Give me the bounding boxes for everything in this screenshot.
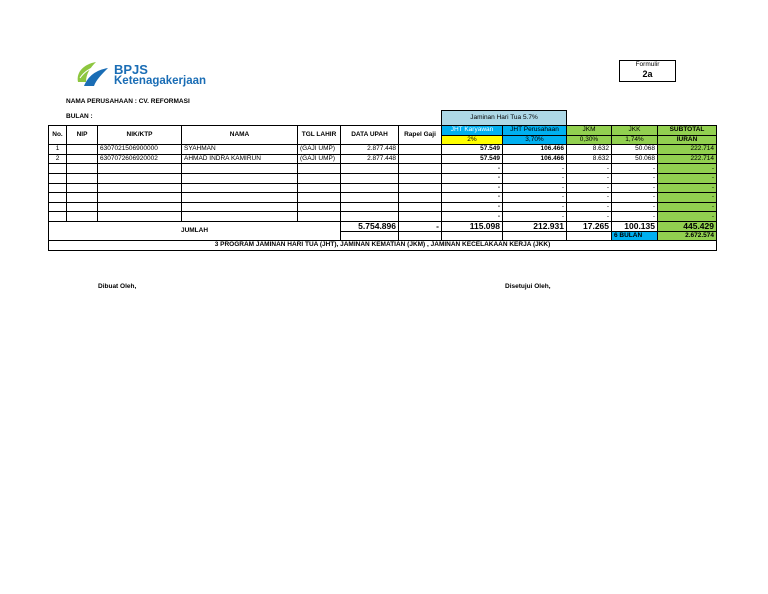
contribution-table: [48, 110, 717, 251]
rate-jkk: 1,74%: [612, 135, 658, 145]
dash-cell: -: [567, 202, 612, 212]
row-rapel: [399, 145, 442, 155]
total-jht-p: 212.931: [503, 221, 567, 231]
dash-cell: -: [503, 183, 567, 193]
months-label: 6 BULAN: [612, 231, 658, 241]
dash-cell: -: [658, 173, 717, 183]
row-jht-p: 106.466: [503, 154, 567, 164]
dash-cell: -: [612, 212, 658, 222]
month-label: BULAN :: [66, 113, 93, 120]
row-no: 2: [49, 154, 67, 164]
totals-label: JUMLAH: [49, 221, 341, 240]
col-jht-perusahaan: JHT Perusahaan: [503, 126, 567, 136]
row-upah: 2.877.448: [341, 145, 399, 155]
dash-cell: -: [612, 173, 658, 183]
company-name: NAMA PERUSAHAAN : CV. REFORMASI: [66, 98, 190, 105]
col-nip: NIP: [67, 126, 98, 145]
totals-row: [49, 221, 717, 231]
dash-cell: -: [442, 173, 503, 183]
table-row-empty: [49, 173, 717, 183]
table-row-empty: [49, 212, 717, 222]
dash-cell: -: [442, 183, 503, 193]
bpjs-leaf-icon: [74, 58, 112, 90]
header-row-1: [49, 126, 717, 136]
col-jkk: JKK: [612, 126, 658, 136]
dash-cell: -: [503, 173, 567, 183]
dash-cell: -: [567, 164, 612, 174]
months-total: 2.672.574: [658, 231, 717, 241]
jht-group-header: Jaminan Hari Tua 5.7%: [442, 111, 567, 126]
total-jkk: 100.135: [612, 221, 658, 231]
header-group-row: [49, 111, 717, 126]
col-subtotal: SUBTOTAL: [658, 126, 717, 136]
col-nik: NIK/KTP: [98, 126, 182, 145]
total-upah: 5.754.896: [341, 221, 399, 231]
total-sub: 445.429: [658, 221, 717, 231]
table-row: [49, 145, 717, 155]
row-jht-p: 106.466: [503, 145, 567, 155]
dash-cell: -: [612, 183, 658, 193]
row-jkk: 50.068: [612, 145, 658, 155]
total-jkm: 17.265: [567, 221, 612, 231]
table-row-empty: [49, 183, 717, 193]
col-no: No.: [49, 126, 67, 145]
row-jht-k: 57.549: [442, 145, 503, 155]
logo-text-ketenagakerjaan: Ketenagakerjaan: [114, 75, 207, 87]
approved-by-label: Disetujui Oleh,: [505, 283, 551, 290]
dash-cell: -: [658, 164, 717, 174]
formulir-label: Formulir: [635, 61, 660, 68]
dash-cell: -: [567, 212, 612, 222]
dash-cell: -: [503, 164, 567, 174]
total-rapel: -: [399, 221, 442, 231]
col-jht-karyawan: JHT Karyawan: [442, 126, 503, 136]
row-nama: AHMAD INDRA KAMIRUN: [182, 154, 298, 164]
table-row-empty: [49, 202, 717, 212]
row-sub: 222.714: [658, 145, 717, 155]
dash-cell: -: [442, 212, 503, 222]
bpjs-logo: [74, 58, 234, 92]
dash-cell: -: [612, 193, 658, 203]
rate-jkm: 0,30%: [567, 135, 612, 145]
col-tgl: TGL LAHIR: [298, 126, 341, 145]
dash-cell: -: [503, 212, 567, 222]
row-jkk: 50.068: [612, 154, 658, 164]
row-rapel: [399, 154, 442, 164]
rate-jht-perusahaan: 3,70%: [503, 135, 567, 145]
dash-cell: -: [503, 202, 567, 212]
row-jht-k: 57.549: [442, 154, 503, 164]
dash-cell: -: [442, 193, 503, 203]
dash-cell: -: [658, 212, 717, 222]
row-jkm: 8.632: [567, 154, 612, 164]
col-upah: DATA UPAH: [341, 126, 399, 145]
table-row-empty: [49, 193, 717, 203]
dash-cell: -: [567, 173, 612, 183]
formulir-code: 2a: [642, 69, 653, 79]
row-tgl: (GAJI UMP): [298, 145, 341, 155]
dash-cell: -: [612, 164, 658, 174]
row-sub: 222.714: [658, 154, 717, 164]
row-upah: 2.877.448: [341, 154, 399, 164]
total-jht-k: 115.098: [442, 221, 503, 231]
rate-jht-karyawan: 2%: [442, 135, 503, 145]
dash-cell: -: [442, 164, 503, 174]
dash-cell: -: [658, 193, 717, 203]
dash-cell: -: [567, 193, 612, 203]
col-nama: NAMA: [182, 126, 298, 145]
row-no: 1: [49, 145, 67, 155]
formulir-box: [619, 60, 676, 82]
program-note-row: [49, 241, 717, 251]
dash-cell: -: [442, 202, 503, 212]
dash-cell: -: [612, 202, 658, 212]
row-nik: 6307072606920002: [98, 154, 182, 164]
dash-cell: -: [503, 193, 567, 203]
col-iuran: IURAN: [658, 135, 717, 145]
dash-cell: -: [658, 202, 717, 212]
table-row-empty: [49, 164, 717, 174]
row-jkm: 8.632: [567, 145, 612, 155]
row-nik: 6307021506900000: [98, 145, 182, 155]
row-tgl: (GAJI UMP): [298, 154, 341, 164]
made-by-label: Dibuat Oleh,: [98, 283, 137, 290]
row-nip: [67, 145, 98, 155]
dash-cell: -: [658, 183, 717, 193]
col-rapel: Rapel Gaji: [399, 126, 442, 145]
dash-cell: -: [567, 183, 612, 193]
row-nip: [67, 154, 98, 164]
table-row: [49, 154, 717, 164]
program-note: 3 PROGRAM JAMINAN HARI TUA (JHT), JAMINAN KEMATIAN (JKM) , JAMINAN KECELAKAAN KERJA (JKK): [49, 241, 717, 251]
logo-text-bpjs: BPJS: [114, 62, 148, 77]
col-jkm: JKM: [567, 126, 612, 136]
row-nama: SYAHMAN: [182, 145, 298, 155]
